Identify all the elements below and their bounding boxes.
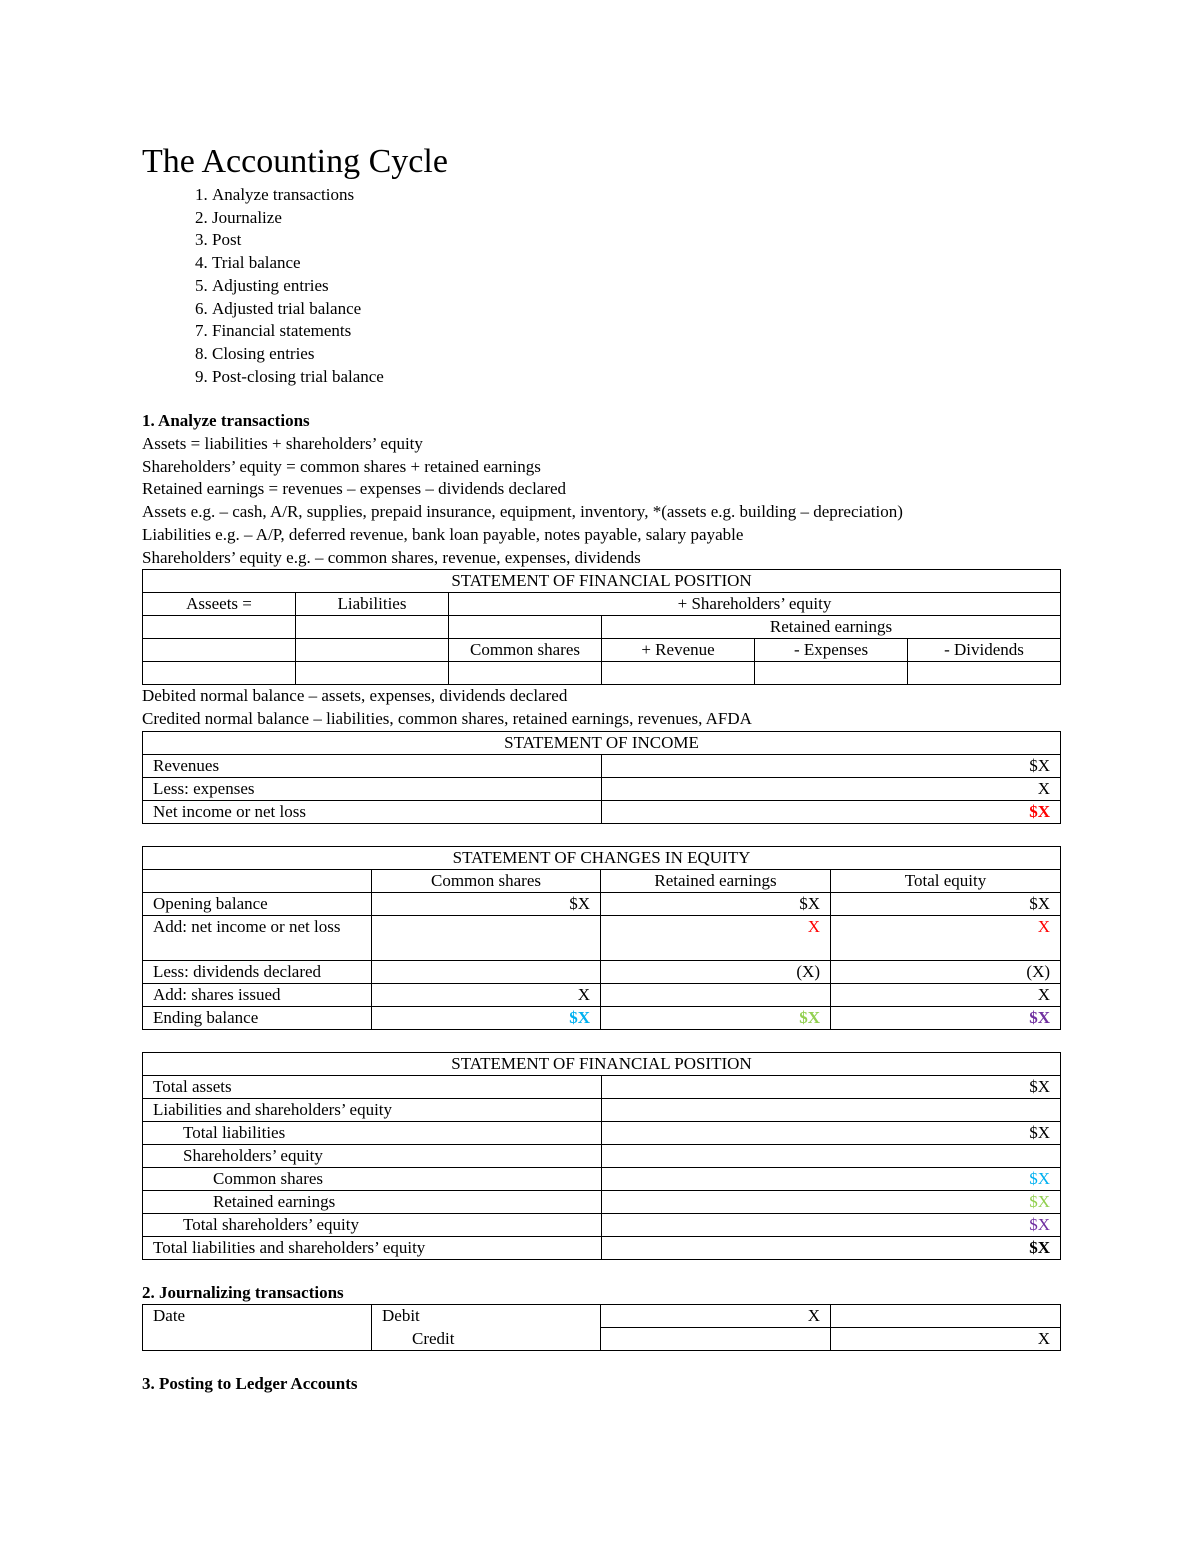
- table-cell: X: [831, 983, 1061, 1006]
- table-cell: - Expenses: [755, 639, 908, 662]
- table-cell: $X: [831, 1006, 1061, 1029]
- table-cell: [449, 616, 602, 639]
- table-cell: Date: [143, 1305, 372, 1351]
- column-header: Total equity: [831, 869, 1061, 892]
- table-title: STATEMENT OF CHANGES IN EQUITY: [143, 846, 1061, 869]
- table-cell: [143, 662, 296, 685]
- table-cell: $X: [601, 1006, 831, 1029]
- page-title: The Accounting Cycle: [142, 143, 448, 180]
- table-cell: Revenues: [143, 754, 602, 777]
- table-cell: $X: [602, 1236, 1061, 1259]
- table-cell: Retained earnings: [143, 1190, 602, 1213]
- table-cell: [296, 616, 449, 639]
- table-cell: Total liabilities and shareholders’ equity: [143, 1236, 602, 1259]
- table-cell: + Revenue: [602, 639, 755, 662]
- table-cell: X: [831, 915, 1061, 960]
- table-cell: [372, 960, 601, 983]
- table-cell: X: [602, 777, 1061, 800]
- table-cell: [143, 639, 296, 662]
- list-item: 1. Analyze transactions: [212, 184, 1060, 207]
- list-item: 5. Adjusting entries: [212, 275, 1060, 298]
- table-cell: $X: [372, 892, 601, 915]
- table-cell: [602, 1098, 1061, 1121]
- table-cell: [601, 983, 831, 1006]
- table-cell: Liabilities and shareholders’ equity: [143, 1098, 602, 1121]
- table-cell: $X: [602, 800, 1061, 823]
- table-cell: - Dividends: [908, 639, 1061, 662]
- list-item: 7. Financial statements: [212, 320, 1060, 343]
- table-title: STATEMENT OF FINANCIAL POSITION: [143, 570, 1061, 593]
- table-cell: Total liabilities: [143, 1121, 602, 1144]
- table-cell: [372, 915, 601, 960]
- table-cell: [296, 662, 449, 685]
- table-title: STATEMENT OF FINANCIAL POSITION: [143, 1052, 1061, 1075]
- list-item: 3. Post: [212, 229, 1060, 252]
- text-line: Debited normal balance – assets, expenses, dividends declared: [142, 686, 568, 706]
- table-cell: Common shares: [449, 639, 602, 662]
- table-cell: [601, 1328, 831, 1351]
- table-cell: X: [601, 915, 831, 960]
- table-cell: Total shareholders’ equity: [143, 1213, 602, 1236]
- section-heading-journalizing: 2. Journalizing transactions: [142, 1282, 344, 1302]
- table-cell: X: [601, 1305, 831, 1328]
- table-cell: (X): [601, 960, 831, 983]
- table-cell: (X): [831, 960, 1061, 983]
- table-cell: [143, 869, 372, 892]
- list-item: 8. Closing entries: [212, 343, 1060, 366]
- table-cell: Less: expenses: [143, 777, 602, 800]
- table-cell: [755, 662, 908, 685]
- table-cell: Common shares: [143, 1167, 602, 1190]
- text-line: Liabilities e.g. – A/P, deferred revenue, bank loan payable, notes payable, salary payable: [142, 524, 744, 544]
- financial-position-table: [142, 1052, 1061, 1260]
- list-item: 6. Adjusted trial balance: [212, 298, 1060, 321]
- table-cell: [908, 662, 1061, 685]
- table-cell: Retained earnings: [602, 616, 1061, 639]
- table-cell: Net income or net loss: [143, 800, 602, 823]
- table-cell: Debit: [372, 1305, 601, 1328]
- text-line: Credited normal balance – liabilities, common shares, retained earnings, revenues, AFDA: [142, 708, 752, 728]
- table-cell: $X: [602, 1190, 1061, 1213]
- table-cell: $X: [602, 1213, 1061, 1236]
- list-item: 2. Journalize: [212, 207, 1060, 230]
- text-line: Assets = liabilities + shareholders’ equity: [142, 434, 423, 454]
- table-cell: Asseets =: [143, 593, 296, 616]
- table-cell: $X: [831, 892, 1061, 915]
- document-page: [142, 140, 1060, 1396]
- text-line: Shareholders’ equity e.g. – common shares, revenue, expenses, dividends: [142, 547, 641, 567]
- table-cell: $X: [372, 1006, 601, 1029]
- table-cell: Credit: [372, 1328, 601, 1351]
- table-cell: $X: [602, 754, 1061, 777]
- section-heading-posting: 3. Posting to Ledger Accounts: [142, 1374, 358, 1394]
- cycle-steps-list: [142, 184, 1060, 388]
- journal-entry-table: [142, 1304, 1061, 1351]
- table-cell: $X: [602, 1121, 1061, 1144]
- table-cell: [296, 639, 449, 662]
- table-cell: + Shareholders’ equity: [449, 593, 1061, 616]
- text-line: Retained earnings = revenues – expenses – dividends declared: [142, 479, 567, 499]
- table-cell: $X: [602, 1075, 1061, 1098]
- sfp-equation-table: [142, 569, 1061, 685]
- table-cell: Add: shares issued: [143, 983, 372, 1006]
- section-heading-analyze: 1. Analyze transactions: [142, 411, 310, 431]
- table-cell: X: [831, 1328, 1061, 1351]
- column-header: Common shares: [372, 869, 601, 892]
- list-item: 9. Post-closing trial balance: [212, 366, 1060, 389]
- table-cell: $X: [601, 892, 831, 915]
- changes-in-equity-table: [142, 846, 1061, 1030]
- list-item: 4. Trial balance: [212, 252, 1060, 275]
- text-line: Assets e.g. – cash, A/R, supplies, prepaid insurance, equipment, inventory, *(assets e.g. building – depreciation): [142, 502, 903, 522]
- table-cell: [602, 662, 755, 685]
- table-title: STATEMENT OF INCOME: [143, 731, 1061, 754]
- table-cell: [143, 616, 296, 639]
- table-cell: Add: net income or net loss: [143, 915, 372, 960]
- table-cell: Opening balance: [143, 892, 372, 915]
- table-cell: [602, 1144, 1061, 1167]
- table-cell: Liabilities: [296, 593, 449, 616]
- column-header: Retained earnings: [601, 869, 831, 892]
- table-cell: [449, 662, 602, 685]
- income-statement-table: [142, 731, 1061, 824]
- table-cell: Shareholders’ equity: [143, 1144, 602, 1167]
- table-cell: X: [372, 983, 601, 1006]
- text-line: Shareholders’ equity = common shares + retained earnings: [142, 456, 541, 476]
- table-cell: Total assets: [143, 1075, 602, 1098]
- table-cell: Ending balance: [143, 1006, 372, 1029]
- table-cell: $X: [602, 1167, 1061, 1190]
- table-cell: Less: dividends declared: [143, 960, 372, 983]
- table-cell: [831, 1305, 1061, 1328]
